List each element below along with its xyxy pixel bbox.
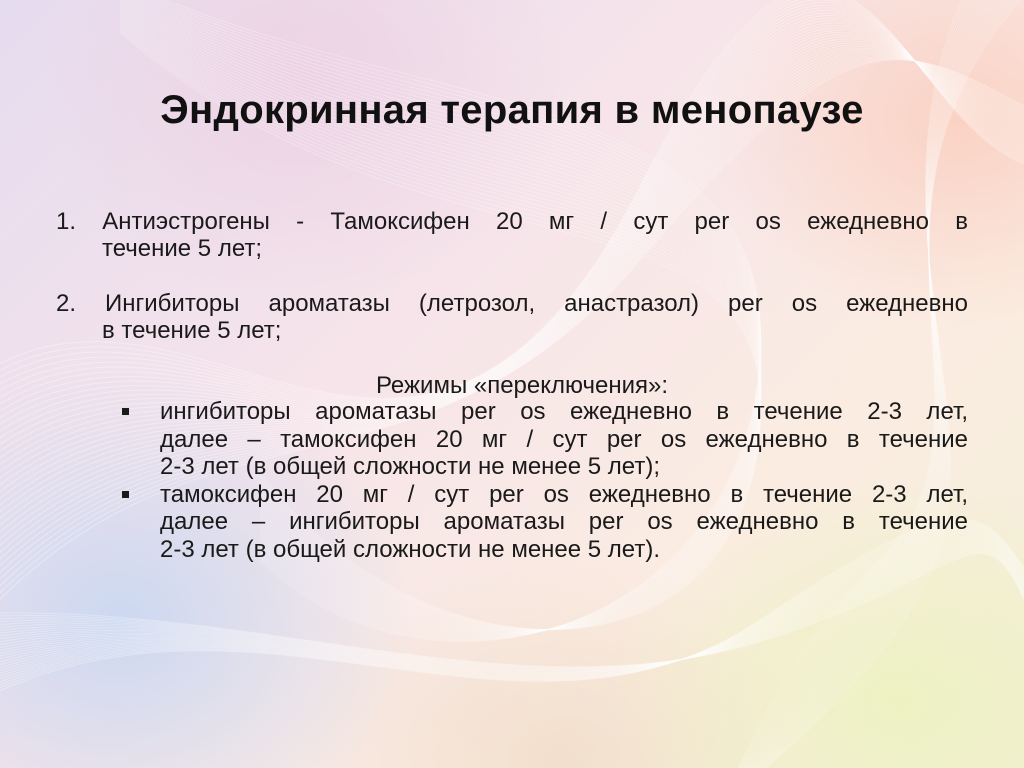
bullet-line: далее – ингибиторы ароматазы per os ежедневно в течение [160,508,968,535]
bullet-item [118,481,968,564]
list-item-aromatase-inhibitors [56,290,968,344]
list-item-line: 1. Антиэстрогены - Тамоксифен 20 мг / сут per os ежедневно в [56,208,968,235]
bullet-line: 2-3 лет (в общей сложности не менее 5 лет); [160,453,661,480]
square-bullet-icon [122,408,129,415]
bullet-line: тамоксифен 20 мг / сут per os ежедневно в течение 2-3 лет, [160,480,968,508]
slide-title: Эндокринная терапия в менопаузе [160,88,864,132]
list-item-line: 2. Ингибиторы ароматазы (летрозол, анастразол) per os ежедневно [56,290,968,317]
bullet-line: далее – тамоксифен 20 мг / сут per os ежедневно в течение [160,425,968,453]
list-item-line: течение 5 лет; [102,235,263,262]
list-item-antiestrogens [56,208,968,262]
wave-line [0,549,1024,669]
switching-regimes-heading: Режимы «переключения»: [375,372,669,399]
square-bullet-icon [122,491,129,498]
bullet-item [118,398,968,481]
list-item-line: в течение 5 лет; [102,317,282,344]
switching-regimes-list [118,398,968,563]
bullet-line: ингибиторы ароматазы per os ежедневно в течение 2-3 лет, [160,398,968,425]
bullet-line: 2-3 лет (в общей сложности не менее 5 лет). [160,535,661,563]
